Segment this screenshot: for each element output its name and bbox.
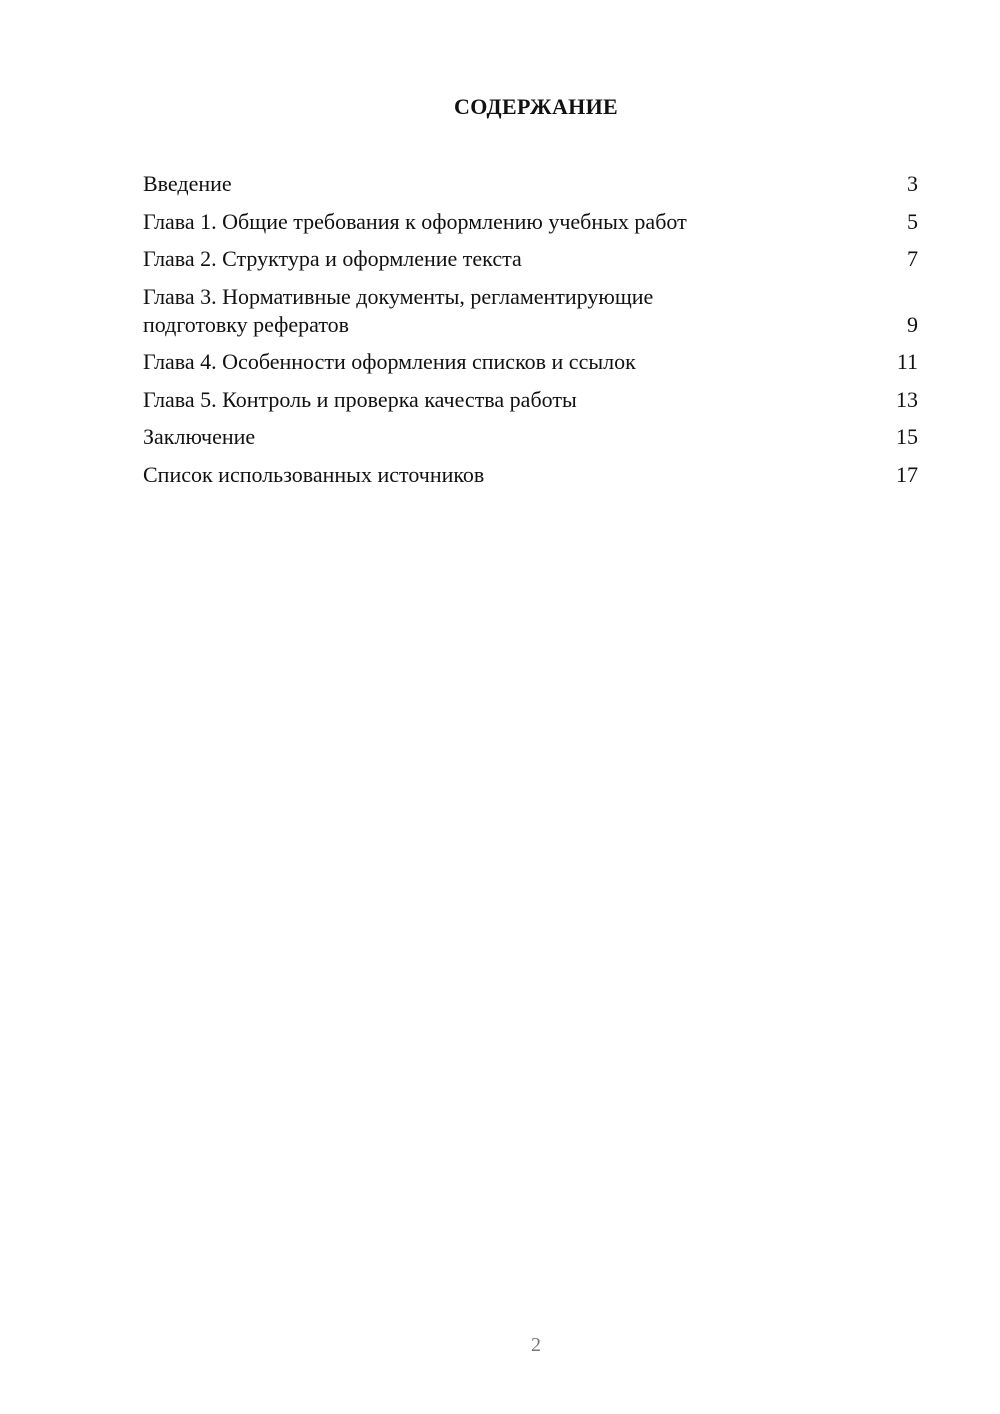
toc-entry-label: Глава 2. Структура и оформление текста — [143, 246, 522, 271]
toc-entry-label: Список использованных источников — [143, 461, 485, 487]
toc-entry-conclusion — [143, 423, 918, 451]
toc-entry-chapter-5 — [143, 386, 918, 414]
toc-entry-page: 5 — [907, 208, 918, 234]
toc-entry-introduction — [143, 170, 918, 198]
page-title: СОДЕРЖАНИЕ — [454, 94, 618, 119]
table-of-contents — [143, 170, 918, 498]
toc-entry-page: 9 — [907, 311, 918, 337]
toc-entry-label: Глава 1. Общие требования к оформлению учебных работ — [143, 208, 687, 234]
toc-entry-page: 13 — [896, 386, 918, 412]
toc-entry-label: Глава 4. Особенности оформления списков и ссылок — [143, 349, 636, 374]
toc-entry-label: Заключение — [143, 424, 256, 449]
toc-entry-references — [143, 461, 918, 489]
toc-entry-page: 3 — [907, 171, 918, 196]
page-number: 2 — [531, 1334, 541, 1356]
toc-entry-page: 7 — [907, 246, 918, 271]
toc-entry-label: Глава 3. Нормативные документы, регламентирующие подготовку рефератов — [143, 283, 654, 337]
toc-entry-chapter-1 — [143, 208, 918, 236]
toc-entry-chapter-2 — [143, 245, 918, 273]
toc-entry-page: 17 — [896, 461, 918, 487]
toc-entry-page: 11 — [896, 349, 918, 374]
toc-entry-label: Введение — [143, 171, 232, 196]
toc-entry-chapter-4 — [143, 348, 918, 376]
toc-entry-page: 15 — [896, 424, 918, 449]
toc-entry-label: Глава 5. Контроль и проверка качества работы — [143, 386, 577, 412]
toc-entry-chapter-3 — [143, 283, 918, 339]
